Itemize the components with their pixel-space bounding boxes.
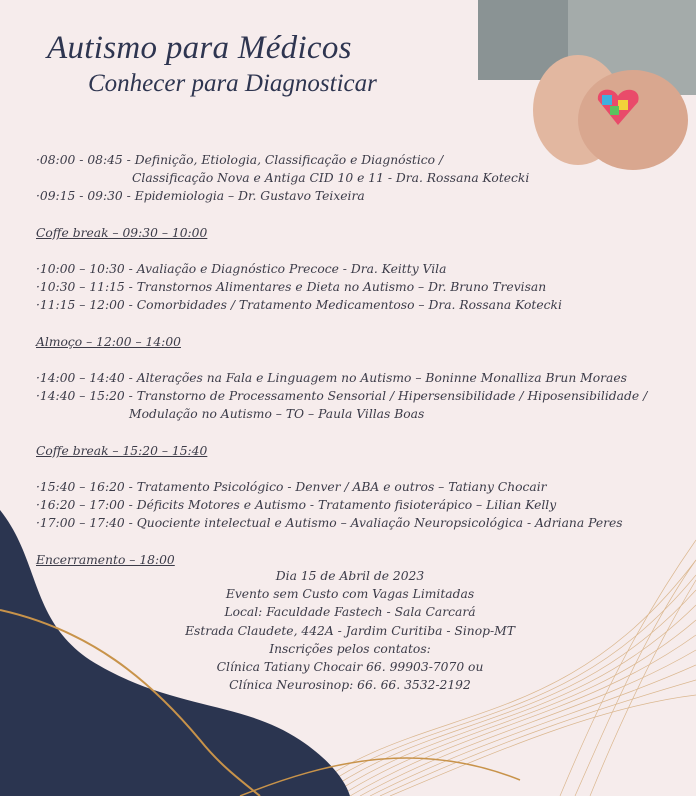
- schedule-item: ·08:00 - 08:45 - Definição, Etiologia, Classificação e Diagnóstico /: [36, 153, 444, 167]
- event-address: Estrada Claudete, 442A - Jardim Curitiba - Sinop-MT: [185, 623, 515, 638]
- schedule-item: ·14:40 – 15:20 - Transtorno de Processamento Sensorial / Hipersensibilidade / Hiposensibilidade /: [36, 389, 648, 403]
- coffee-break-1: Coffe break – 09:30 – 10:00: [36, 226, 208, 240]
- coffee-break-2: Coffe break – 15:20 – 15:40: [36, 444, 208, 458]
- closing: Encerramento – 18:00: [36, 553, 175, 567]
- schedule-item: ·10:30 – 11:15 - Transtornos Alimentares e Dieta no Autismo – Dr. Bruno Trevisan: [36, 280, 547, 294]
- event-info: [160, 567, 540, 694]
- schedule-item-continuation: Classificação Nova e Antiga CID 10 e 11 - Dra. Rossana Kotecki: [132, 171, 530, 185]
- schedule-item: ·09:15 - 09:30 - Epidemiologia – Dr. Gustavo Teixeira: [36, 189, 365, 203]
- registration-label: Inscrições pelos contatos:: [269, 641, 431, 656]
- event-cost: Evento sem Custo com Vagas Limitadas: [225, 587, 475, 602]
- page-subtitle: Conhecer para Diagnosticar: [88, 70, 377, 97]
- event-location: Local: Faculdade Fastech - Sala Carcará: [224, 605, 476, 620]
- schedule-item: ·14:00 – 14:40 - Alterações na Fala e Linguagem no Autismo – Boninne Monalliza Brun Moraes: [36, 371, 627, 385]
- contact-1: Clínica Tatiany Chocair 66. 99903-7070 ou: [216, 660, 484, 675]
- page-title: Autismo para Médicos: [47, 30, 352, 66]
- schedule-item: ·16:20 – 17:00 - Déficits Motores e Autismo - Tratamento fisioterápico – Lilian Kelly: [36, 498, 557, 512]
- contact-2: Clínica Neurosinop: 66. 66. 3532-2192: [229, 678, 471, 693]
- schedule-item-continuation: Modulação no Autismo – TO – Paula Villas Boas: [129, 407, 425, 421]
- schedule-item: ·15:40 – 16:20 - Tratamento Psicológico - Denver / ABA e outros – Tatiany Chocair: [36, 480, 547, 494]
- schedule-item: ·17:00 – 17:40 - Quociente intelectual e Autismo – Avaliação Neuropsicológica - Adriana Peres: [36, 516, 623, 530]
- schedule-item: ·11:15 – 12:00 - Comorbidades / Tratamento Medicamentoso – Dra. Rossana Kotecki: [36, 298, 562, 312]
- hands-heart-image: [478, 0, 696, 176]
- lunch-break: Almoço – 12:00 – 14:00: [36, 335, 181, 349]
- event-date: Dia 15 de Abril de 2023: [275, 569, 425, 583]
- schedule-item: ·10:00 – 10:30 - Avaliação e Diagnóstico Precoce - Dra. Keitty Vila: [36, 262, 447, 276]
